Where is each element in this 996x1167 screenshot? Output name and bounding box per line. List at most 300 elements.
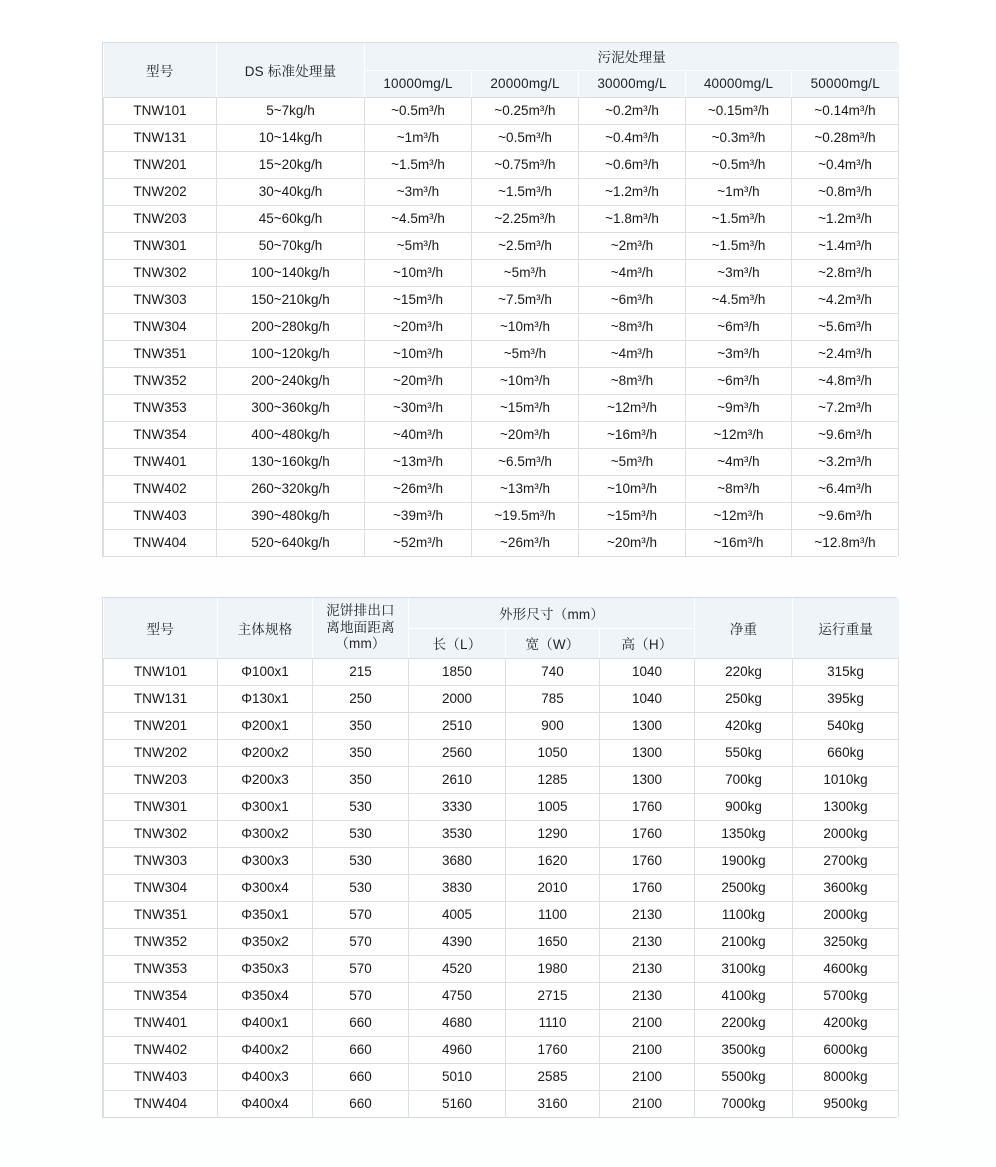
value-cell: ~1.5m³/h [686,232,792,259]
value-cell: ~0.5m³/h [365,97,472,124]
value-cell: 1100kg [695,901,793,928]
value-cell: 1300 [600,712,695,739]
value-cell: ~9m³/h [686,394,792,421]
value-cell: 1040 [600,658,695,685]
model-cell: TNW304 [104,313,217,340]
value-cell: 2100kg [695,928,793,955]
sludge-capacity-table [103,43,899,556]
model-cell: TNW401 [104,1009,218,1036]
value-cell: ~0.4m³/h [579,124,686,151]
value-cell: 1005 [506,793,600,820]
value-cell: Φ300x2 [218,820,313,847]
value-cell: ~40m³/h [365,421,472,448]
model-cell: TNW304 [104,874,218,901]
value-cell: ~5m³/h [472,259,579,286]
value-cell: Φ400x3 [218,1063,313,1090]
value-cell: ~9.6m³/h [792,502,899,529]
value-cell: 350 [313,739,409,766]
value-cell: ~3m³/h [686,340,792,367]
value-cell: ~26m³/h [472,529,579,556]
value-cell: 1040 [600,685,695,712]
value-cell: 260~320kg/h [217,475,365,502]
table-row [104,313,899,340]
value-cell: 1980 [506,955,600,982]
value-cell: Φ350x4 [218,982,313,1009]
value-cell: ~10m³/h [472,367,579,394]
value-cell: ~0.25m³/h [472,97,579,124]
value-cell: 400~480kg/h [217,421,365,448]
value-cell: ~15m³/h [365,286,472,313]
value-cell: ~20m³/h [472,421,579,448]
table-row [104,97,899,124]
value-cell: ~12.8m³/h [792,529,899,556]
col-header-concentration: 40000mg/L [686,70,792,97]
value-cell: ~0.2m³/h [579,97,686,124]
table-row [104,874,899,901]
model-cell: TNW303 [104,847,218,874]
value-cell: ~0.3m³/h [686,124,792,151]
value-cell: ~4m³/h [686,448,792,475]
value-cell: 100~140kg/h [217,259,365,286]
value-cell: 1760 [600,874,695,901]
value-cell: ~2.5m³/h [472,232,579,259]
value-cell: 570 [313,928,409,955]
value-cell: 740 [506,658,600,685]
value-cell: 530 [313,874,409,901]
table-row [104,340,899,367]
value-cell: 150~210kg/h [217,286,365,313]
value-cell: 530 [313,847,409,874]
value-cell: 1620 [506,847,600,874]
col-header-dimension: 宽（W） [506,628,600,658]
value-cell: 2715 [506,982,600,1009]
value-cell: 215 [313,658,409,685]
value-cell: 3530 [409,820,506,847]
value-cell: Φ200x3 [218,766,313,793]
value-cell: 2000 [409,685,506,712]
value-cell: ~6m³/h [579,286,686,313]
value-cell: 15~20kg/h [217,151,365,178]
table-row [104,766,899,793]
value-cell: ~9.6m³/h [792,421,899,448]
value-cell: 1300 [600,739,695,766]
value-cell: Φ300x4 [218,874,313,901]
value-cell: 4520 [409,955,506,982]
value-cell: ~12m³/h [579,394,686,421]
value-cell: 200~280kg/h [217,313,365,340]
value-cell: ~7.2m³/h [792,394,899,421]
model-cell: TNW202 [104,178,217,205]
model-cell: TNW301 [104,232,217,259]
header-row-group [104,598,899,628]
value-cell: 3600kg [793,874,899,901]
model-cell: TNW302 [104,259,217,286]
col-header-model: 型号 [104,43,217,97]
model-cell: TNW101 [104,97,217,124]
value-cell: ~8m³/h [579,367,686,394]
table-row [104,529,899,556]
model-cell: TNW131 [104,124,217,151]
table-row [104,847,899,874]
value-cell: 2700kg [793,847,899,874]
value-cell: Φ200x2 [218,739,313,766]
value-cell: ~10m³/h [365,340,472,367]
outlet-header-line3: （mm） [335,635,386,651]
table-row [104,820,899,847]
value-cell: 540kg [793,712,899,739]
value-cell: ~6.5m³/h [472,448,579,475]
value-cell: ~5m³/h [472,340,579,367]
value-cell: ~0.4m³/h [792,151,899,178]
value-cell: 250kg [695,685,793,712]
value-cell: ~4m³/h [579,340,686,367]
value-cell: ~2.8m³/h [792,259,899,286]
value-cell: Φ200x1 [218,712,313,739]
value-cell: 4200kg [793,1009,899,1036]
value-cell: ~7.5m³/h [472,286,579,313]
value-cell: Φ400x2 [218,1036,313,1063]
value-cell: 130~160kg/h [217,448,365,475]
value-cell: ~0.28m³/h [792,124,899,151]
value-cell: 390~480kg/h [217,502,365,529]
value-cell: 220kg [695,658,793,685]
outlet-header-line1: 泥饼排出口 [326,603,395,619]
model-cell: TNW402 [104,475,217,502]
model-cell: TNW403 [104,1063,218,1090]
value-cell: ~12m³/h [686,502,792,529]
value-cell: ~10m³/h [579,475,686,502]
value-cell: ~13m³/h [365,448,472,475]
value-cell: ~1m³/h [686,178,792,205]
model-cell: TNW201 [104,712,218,739]
value-cell: 50~70kg/h [217,232,365,259]
value-cell: ~0.5m³/h [686,151,792,178]
value-cell: 785 [506,685,600,712]
value-cell: 4005 [409,901,506,928]
model-cell: TNW354 [104,982,218,1009]
value-cell: ~16m³/h [686,529,792,556]
value-cell: Φ350x3 [218,955,313,982]
value-cell: 250 [313,685,409,712]
value-cell: 4600kg [793,955,899,982]
value-cell: 9500kg [793,1090,899,1117]
value-cell: 4100kg [695,982,793,1009]
value-cell: 3100kg [695,955,793,982]
value-cell: 420kg [695,712,793,739]
table-row [104,658,899,685]
model-cell: TNW301 [104,793,218,820]
col-header-concentration: 50000mg/L [792,70,899,97]
value-cell: ~3m³/h [686,259,792,286]
value-cell: 1290 [506,820,600,847]
table-row [104,955,899,982]
value-cell: ~8m³/h [579,313,686,340]
col-header-model: 型号 [104,598,218,658]
model-cell: TNW353 [104,955,218,982]
value-cell: Φ300x1 [218,793,313,820]
value-cell: 1100 [506,901,600,928]
value-cell: 530 [313,793,409,820]
model-cell: TNW101 [104,658,218,685]
value-cell: 4680 [409,1009,506,1036]
value-cell: ~0.75m³/h [472,151,579,178]
value-cell: ~1.5m³/h [686,205,792,232]
value-cell: 2010 [506,874,600,901]
value-cell: ~39m³/h [365,502,472,529]
value-cell: ~4.5m³/h [365,205,472,232]
table-row [104,1009,899,1036]
table-row [104,259,899,286]
value-cell: 8000kg [793,1063,899,1090]
table-row [104,502,899,529]
value-cell: 3500kg [695,1036,793,1063]
value-cell: 1300kg [793,793,899,820]
value-cell: 530 [313,820,409,847]
value-cell: 2000kg [793,901,899,928]
model-cell: TNW351 [104,901,218,928]
model-cell: TNW403 [104,502,217,529]
value-cell: 200~240kg/h [217,367,365,394]
value-cell: Φ350x1 [218,901,313,928]
model-cell: TNW203 [104,205,217,232]
capacity-table-body [104,97,899,556]
table-row [104,448,899,475]
table-row [104,901,899,928]
table-row [104,178,899,205]
value-cell: ~13m³/h [472,475,579,502]
col-header-dimension: 高（H） [600,628,695,658]
value-cell: ~3.2m³/h [792,448,899,475]
value-cell: ~2.4m³/h [792,340,899,367]
value-cell: 2130 [600,928,695,955]
value-cell: ~8m³/h [686,475,792,502]
model-cell: TNW353 [104,394,217,421]
table-row [104,421,899,448]
value-cell: ~20m³/h [365,367,472,394]
value-cell: 5500kg [695,1063,793,1090]
value-cell: 100~120kg/h [217,340,365,367]
value-cell: 2130 [600,955,695,982]
model-cell: TNW203 [104,766,218,793]
dimensions-table-body [104,658,899,1117]
table-row [104,475,899,502]
value-cell: 2585 [506,1063,600,1090]
value-cell: ~12m³/h [686,421,792,448]
value-cell: 10~14kg/h [217,124,365,151]
value-cell: 2560 [409,739,506,766]
value-cell: ~10m³/h [365,259,472,286]
value-cell: 1900kg [695,847,793,874]
value-cell: ~5m³/h [579,448,686,475]
header-row-group [104,43,899,70]
value-cell: 900kg [695,793,793,820]
model-cell: TNW402 [104,1036,218,1063]
col-header-concentration: 20000mg/L [472,70,579,97]
value-cell: 6000kg [793,1036,899,1063]
value-cell: 1850 [409,658,506,685]
sludge-capacity-table-frame [102,42,897,557]
col-header-dimension: 长（L） [409,628,506,658]
value-cell: 570 [313,901,409,928]
value-cell: ~0.6m³/h [579,151,686,178]
value-cell: ~5m³/h [365,232,472,259]
table-row [104,394,899,421]
value-cell: 4750 [409,982,506,1009]
value-cell: 3830 [409,874,506,901]
value-cell: 3250kg [793,928,899,955]
value-cell: 2130 [600,901,695,928]
outlet-header-line2: 离地面距离 [326,619,395,635]
value-cell: 1110 [506,1009,600,1036]
value-cell: ~26m³/h [365,475,472,502]
capacity-table-header [104,43,899,97]
model-cell: TNW352 [104,928,218,955]
value-cell: 660 [313,1036,409,1063]
value-cell: 2100 [600,1090,695,1117]
table-row [104,151,899,178]
value-cell: ~2m³/h [579,232,686,259]
value-cell: 2130 [600,982,695,1009]
col-header-outlet-height [313,598,409,658]
value-cell: ~20m³/h [365,313,472,340]
table-row [104,928,899,955]
value-cell: 660 [313,1009,409,1036]
value-cell: 570 [313,982,409,1009]
value-cell: 550kg [695,739,793,766]
value-cell: ~2.25m³/h [472,205,579,232]
value-cell: 315kg [793,658,899,685]
value-cell: ~3m³/h [365,178,472,205]
value-cell: ~15m³/h [579,502,686,529]
value-cell: ~16m³/h [579,421,686,448]
value-cell: Φ400x1 [218,1009,313,1036]
value-cell: ~4.2m³/h [792,286,899,313]
value-cell: ~6m³/h [686,313,792,340]
value-cell: 5010 [409,1063,506,1090]
table-row [104,232,899,259]
value-cell: 7000kg [695,1090,793,1117]
value-cell: 2100 [600,1063,695,1090]
col-header-ds-capacity: DS 标准处理量 [217,43,365,97]
value-cell: ~0.5m³/h [472,124,579,151]
table-row [104,982,899,1009]
dimensions-table-frame [102,597,897,1118]
value-cell: 2500kg [695,874,793,901]
value-cell: 5700kg [793,982,899,1009]
value-cell: Φ400x4 [218,1090,313,1117]
value-cell: ~6.4m³/h [792,475,899,502]
value-cell: 1760 [600,847,695,874]
value-cell: 350 [313,766,409,793]
value-cell: ~1.5m³/h [365,151,472,178]
value-cell: 2610 [409,766,506,793]
value-cell: ~1.8m³/h [579,205,686,232]
model-cell: TNW131 [104,685,218,712]
value-cell: 700kg [695,766,793,793]
value-cell: 2200kg [695,1009,793,1036]
value-cell: Φ350x2 [218,928,313,955]
dimensions-table [103,598,899,1117]
table-row [104,739,899,766]
value-cell: ~4m³/h [579,259,686,286]
value-cell: 4960 [409,1036,506,1063]
value-cell: ~4.5m³/h [686,286,792,313]
value-cell: 5~7kg/h [217,97,365,124]
value-cell: 3680 [409,847,506,874]
value-cell: 1285 [506,766,600,793]
value-cell: 30~40kg/h [217,178,365,205]
model-cell: TNW404 [104,1090,218,1117]
model-cell: TNW351 [104,340,217,367]
value-cell: 45~60kg/h [217,205,365,232]
col-header-sludge-group: 污泥处理量 [365,43,899,70]
table-row [104,1063,899,1090]
value-cell: 1010kg [793,766,899,793]
value-cell: ~1.4m³/h [792,232,899,259]
value-cell: ~0.14m³/h [792,97,899,124]
value-cell: 520~640kg/h [217,529,365,556]
col-header-concentration: 30000mg/L [579,70,686,97]
value-cell: ~1.2m³/h [579,178,686,205]
value-cell: 1050 [506,739,600,766]
model-cell: TNW352 [104,367,217,394]
value-cell: 350 [313,712,409,739]
value-cell: ~30m³/h [365,394,472,421]
value-cell: Φ130x1 [218,685,313,712]
table-row [104,1036,899,1063]
value-cell: 660 [313,1090,409,1117]
value-cell: 900 [506,712,600,739]
col-header-running-weight: 运行重量 [793,598,899,658]
value-cell: 2510 [409,712,506,739]
value-cell: 5160 [409,1090,506,1117]
value-cell: ~0.15m³/h [686,97,792,124]
value-cell: 570 [313,955,409,982]
value-cell: 1760 [506,1036,600,1063]
value-cell: 395kg [793,685,899,712]
value-cell: ~6m³/h [686,367,792,394]
value-cell: 1350kg [695,820,793,847]
model-cell: TNW401 [104,448,217,475]
value-cell: ~10m³/h [472,313,579,340]
table-row [104,793,899,820]
value-cell: 4390 [409,928,506,955]
col-header-concentration: 10000mg/L [365,70,472,97]
value-cell: ~1.2m³/h [792,205,899,232]
table-row [104,205,899,232]
value-cell: 1760 [600,820,695,847]
value-cell: ~1m³/h [365,124,472,151]
value-cell: ~52m³/h [365,529,472,556]
table-row [104,1090,899,1117]
value-cell: 1650 [506,928,600,955]
model-cell: TNW201 [104,151,217,178]
value-cell: Φ300x3 [218,847,313,874]
value-cell: 1300 [600,766,695,793]
model-cell: TNW202 [104,739,218,766]
value-cell: ~20m³/h [579,529,686,556]
col-header-dimensions-group: 外形尺寸（mm） [409,598,695,628]
col-header-body-spec: 主体规格 [218,598,313,658]
value-cell: 660 [313,1063,409,1090]
table-row [104,712,899,739]
value-cell: ~19.5m³/h [472,502,579,529]
value-cell: ~5.6m³/h [792,313,899,340]
value-cell: 660kg [793,739,899,766]
model-cell: TNW354 [104,421,217,448]
value-cell: 2100 [600,1036,695,1063]
table-row [104,286,899,313]
